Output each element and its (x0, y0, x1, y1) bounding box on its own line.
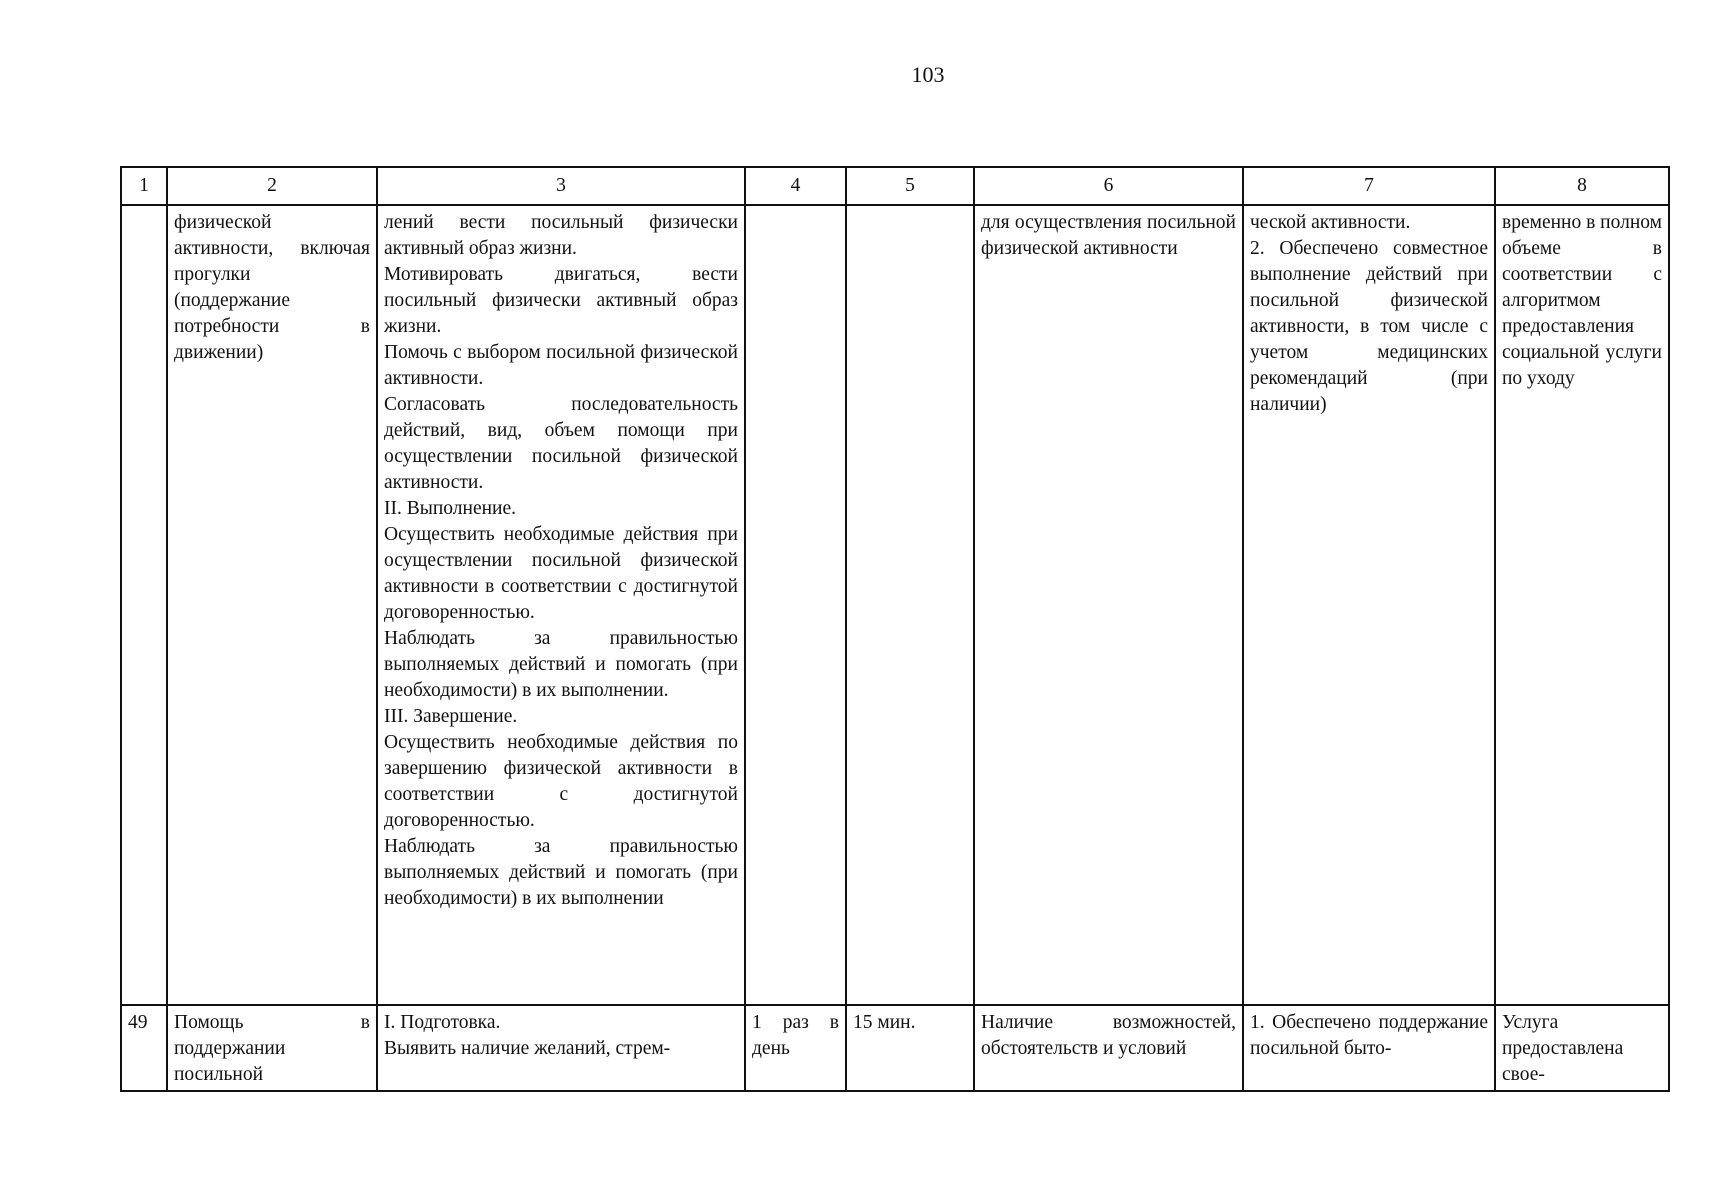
row1-frequency (745, 205, 846, 1005)
header-col-2: 2 (167, 167, 377, 205)
procedure-line: I. Подготовка. (384, 1012, 501, 1033)
row2-results: 1. Обеспечено поддержание посильной быто- (1243, 1005, 1495, 1091)
row2-number: 49 (121, 1005, 167, 1091)
header-col-3: 3 (377, 167, 745, 205)
table-row (121, 1005, 1669, 1091)
procedure-line: Осуществить необходимые действия по завершению физической активности в соответствии с достигнутой договоренностью. (384, 732, 738, 831)
procedure-line: лений вести посильный физически активный образ жизни. (384, 212, 738, 259)
row1-duration (846, 205, 974, 1005)
procedure-line: Согласовать последовательность действий, вид, объем помощи при осуществлении посильной физической активности. (384, 394, 738, 493)
row1-procedure (377, 205, 745, 1005)
row1-number (121, 205, 167, 1005)
header-col-6: 6 (974, 167, 1243, 205)
results-line: 2. Обеспечено совместное выполнение действий при посильной физической активности, в том числе с учетом медицинских рекомендаций (при наличии) (1250, 238, 1488, 415)
results-line: ческой активности. (1250, 212, 1411, 233)
header-col-7: 7 (1243, 167, 1495, 205)
procedure-line: II. Выполнение. (384, 498, 516, 519)
procedure-line: Наблюдать за правильностью выполняемых действий и помогать (при необходимости) в их выполнении. (384, 628, 738, 701)
procedure-line: Осуществить необходимые действия при осуществлении посильной физической активности в соответствии с достигнутой договоренностью. (384, 524, 738, 623)
procedure-line: III. Завершение. (384, 706, 518, 727)
row2-duration: 15 мин. (846, 1005, 974, 1091)
procedure-line: Наблюдать за правильностью выполняемых действий и помогать (при необходимости) в их выполнении (384, 836, 738, 909)
page-number: 103 (911, 62, 945, 87)
table-row (121, 205, 1669, 1005)
header-row (121, 167, 1669, 205)
row1-assessment: временно в полном объеме в соответствии с алгоритмом предоставления социальной услуги по уходу (1495, 205, 1669, 1005)
row2-assessment: Услуга предоставлена свое- (1495, 1005, 1669, 1091)
row2-frequency: 1 раз в день (745, 1005, 846, 1091)
header-col-1: 1 (121, 167, 167, 205)
row1-service-name: физической активности, включая прогулки (поддержание потребности в движении) (167, 205, 377, 1005)
header-col-5: 5 (846, 167, 974, 205)
procedure-line: Мотивировать двигаться, вести посильный физически активный образ жизни. (384, 264, 738, 337)
header-col-4: 4 (745, 167, 846, 205)
header-col-8: 8 (1495, 167, 1669, 205)
row2-conditions: Наличие возможностей, обстоятельств и условий (974, 1005, 1243, 1091)
row2-service-name: Помощь в поддержании посильной (167, 1005, 377, 1091)
row2-procedure (377, 1005, 745, 1091)
row1-results (1243, 205, 1495, 1005)
services-table (120, 166, 1670, 1092)
procedure-line: Выявить наличие желаний, стрем- (384, 1038, 671, 1059)
procedure-line: Помочь с выбором посильной физической активности. (384, 342, 738, 389)
row1-conditions: для осуществления посильной физической активности (974, 205, 1243, 1005)
